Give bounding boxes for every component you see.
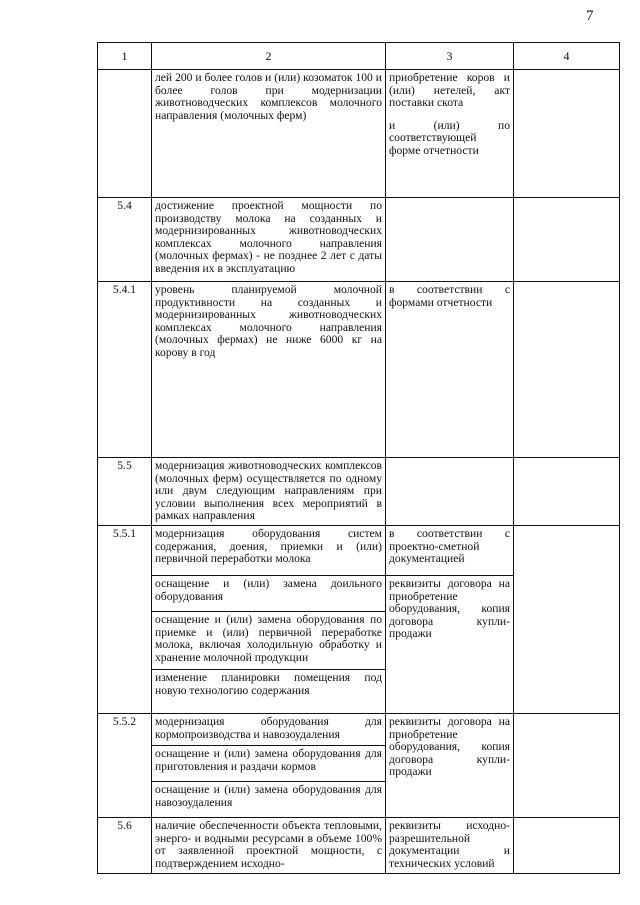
table-row	[98, 282, 620, 458]
row-col4	[514, 818, 620, 874]
documents-text: приобретение коров и (или) нетелей, акт поставки скота	[389, 71, 510, 110]
row-documents: в соответствии с формами отчетности	[386, 282, 514, 458]
row-col4	[514, 198, 620, 282]
table-row	[98, 714, 620, 746]
row-number	[98, 70, 152, 198]
row-documents: реквизиты исходно-разрешительной документации и технических условий	[386, 818, 514, 874]
document-table	[97, 42, 620, 874]
row-number: 5.4.1	[98, 282, 152, 458]
row-description: оснащение и (или) замена доильного оборудования	[152, 576, 386, 612]
row-description: оснащение и (или) замена оборудования по приемке и (или) первичной переработке молока, включая холодильную обработку и хранение молочной продукции	[152, 612, 386, 670]
documents-text: и (или) по соответствующей форме отчетности	[389, 118, 510, 157]
row-number: 5.5	[98, 458, 152, 526]
row-description: модернизация оборудования систем содержания, доения, приемки и (или) первичной переработки молока	[152, 526, 386, 576]
row-documents: в соответствии с проектно-сметной документацией	[386, 526, 514, 576]
table-header-row	[98, 43, 620, 70]
table-row	[98, 458, 620, 526]
row-number: 5.5.1	[98, 526, 152, 714]
row-documents	[386, 70, 514, 198]
table-row	[98, 70, 620, 198]
row-documents: реквизиты договора на приобретение оборудования, копия договора купли-продажи	[386, 576, 514, 714]
header-col-2: 2	[152, 43, 386, 70]
row-description: достижение проектной мощности по производству молока на созданных и модернизированных животноводческих комплексах молочного направления (молочных фермах) - не позднее 2 лет с даты введения их в эксплуатацию	[152, 198, 386, 282]
row-description: лей 200 и более голов и (или) козоматок 100 и более голов при модернизации животноводческих комплексов молочного направления (молочных ферм)	[152, 70, 386, 198]
row-description: изменение планировки помещения под новую технологию содержания	[152, 670, 386, 714]
row-description: уровень планируемой молочной продуктивности на созданных и модернизированных животноводческих комплексах молочного направления (молочных фермах) не ниже 6000 кг на корову в год	[152, 282, 386, 458]
row-number: 5.5.2	[98, 714, 152, 818]
table-row	[98, 198, 620, 282]
row-col4	[514, 526, 620, 714]
row-description: наличие обеспеченности объекта тепловыми, энерго- и водными ресурсами в объеме 100% от заявленной проектной мощности, с подтверждением исходно-	[152, 818, 386, 874]
page-number: 7	[586, 8, 594, 24]
row-col4	[514, 70, 620, 198]
row-description: модернизация животноводческих комплексов (молочных ферм) осуществляется по одному или двум следующим направлениям при условии выполнения всех мероприятий в рамках направления	[152, 458, 386, 526]
row-col4	[514, 458, 620, 526]
row-number: 5.4	[98, 198, 152, 282]
row-description: модернизация оборудования для кормопроизводства и навозоудаления	[152, 714, 386, 746]
header-col-4: 4	[514, 43, 620, 70]
row-description: оснащение и (или) замена оборудования для навозоудаления	[152, 782, 386, 818]
row-description: оснащение и (или) замена оборудования для приготовления и раздачи кормов	[152, 746, 386, 782]
row-number: 5.6	[98, 818, 152, 874]
table-row	[98, 818, 620, 874]
row-documents	[386, 198, 514, 282]
row-col4	[514, 714, 620, 818]
row-col4	[514, 282, 620, 458]
header-col-3: 3	[386, 43, 514, 70]
table-row	[98, 526, 620, 576]
header-col-1: 1	[98, 43, 152, 70]
row-documents: реквизиты договора на приобретение оборудования, копия договора купли-продажи	[386, 714, 514, 818]
row-documents	[386, 458, 514, 526]
